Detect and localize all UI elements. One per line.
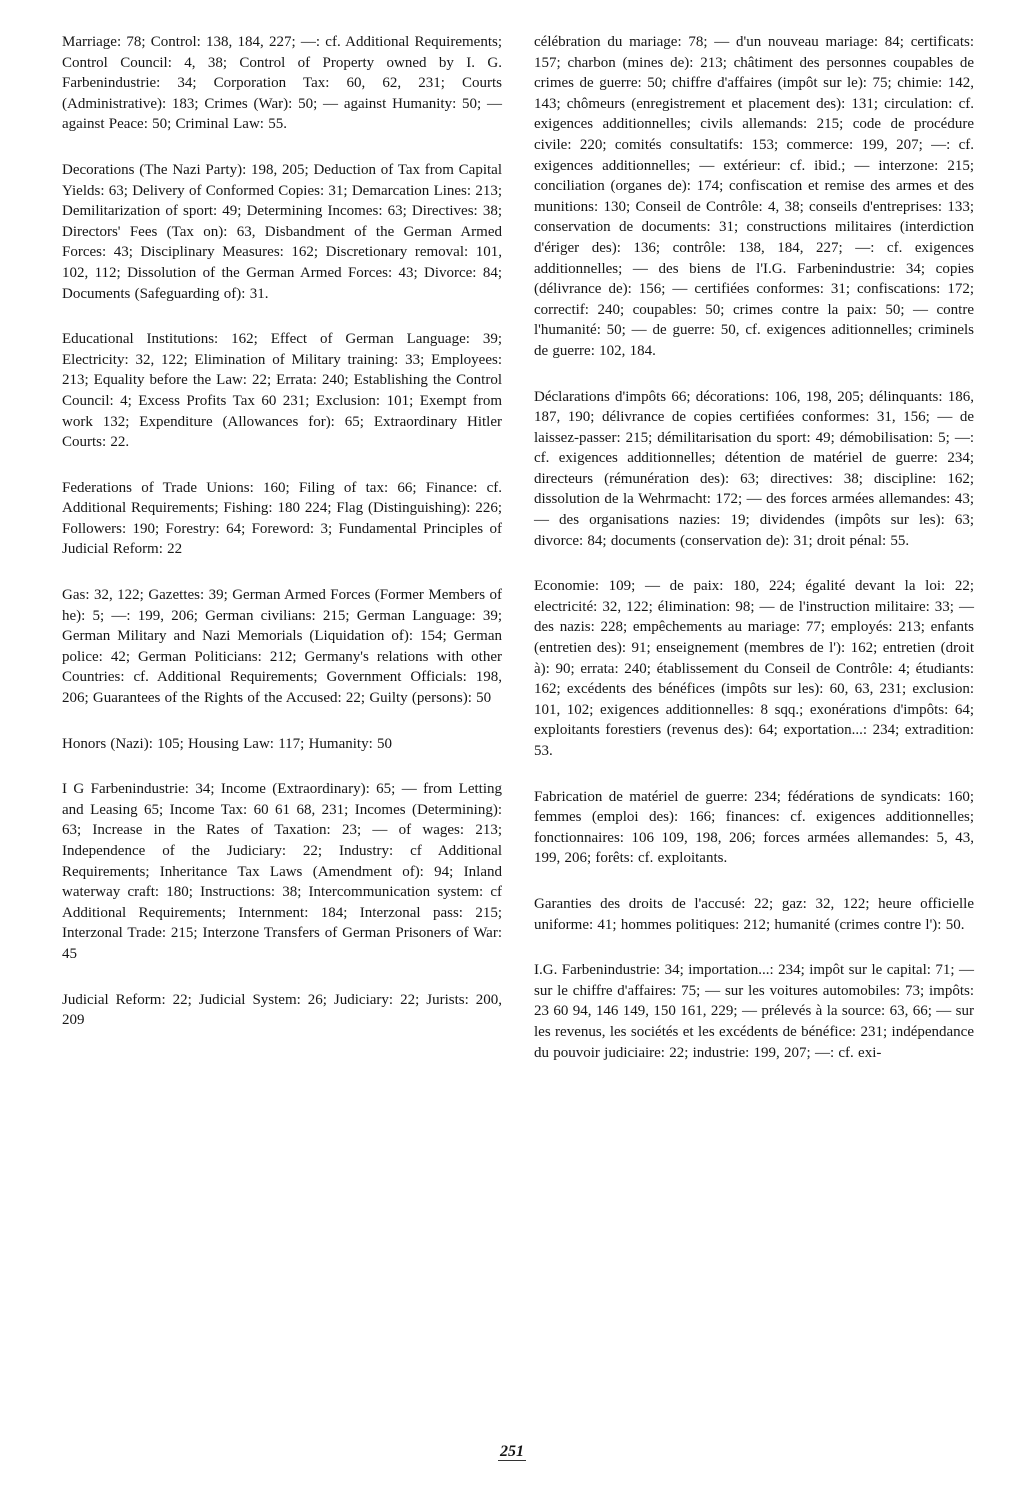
page-number [0, 1443, 1024, 1461]
index-entry-m-c: Marriage: 78; Control: 138, 184, 227; —: cf. Additional Requirements; Control Council: 4, 38; Control of Property owned by I. G. Farbenindustrie: 34; Corporation Tax: 60, 62, 231; Courts (Administrative): 183; Crimes (War): 50; — against Humanity: 50; — against Peace: 50; Criminal Law: 55. [62, 34, 502, 133]
page-number-text: 251 [500, 1443, 524, 1460]
index-entry-e: Educational Institutions: 162; Effect of German Language: 39; Electricity: 32, 122; Elimination of Military training: 33; Employees: 213; Equality before the Law: 22; Errata: 240; Establishing the Control Council: 4; Excess Profits Tax 60 231; Exclusion: 101; Exempt from work 132; Expenditure (Allowances for): 65; Extraordinary Hitler Courts: 22. [62, 331, 502, 451]
index-entry-g-fr: Garanties des droits de l'accusé: 22; gaz: 32, 122; heure officielle uniforme: 41; hommes politiques: 212; humanité (crimes contre l'): 50. [534, 895, 974, 933]
index-entry-e-fr: Economie: 109; — de paix: 180, 224; égalité devant la loi: 22; electricité: 32, 122; élimination: 98; — de l'instruction militaire: 33; — des nazis: 228; empêchements au mariage: 77; employés: 213; enfants (entretien des): 91; enseignement (membres de l'): 162; entretien (droit à): 90; errata: 240; établissement du Conseil de Contrôle: 4; étudiants: 162; excédents des bénéfices (impôts sur les): 60, 63, 231; exclusion: 101, 102; exigences additionnelles: 8 sqq.; exonérations d'impôts: 64; exploitants forestiers (revenus des): 64; exportation...: 234; extradition: 53. [534, 578, 974, 759]
index-entry-g: Gas: 32, 122; Gazettes: 39; German Armed Forces (Former Members of he): 5; —: 199, 206; German civilians: 215; German Language: 39; German Military and Nazi Memorials (Liquidation of): 154; German police: 42; German Politicians: 212; Germany's relations with other Countries: cf. Additional Requirements; Government Officials: 198, 206; Guarantees of the Rights of the Accused: 22; Guilty (persons): 50 [62, 587, 502, 707]
index-entry-c-fr: célébration du mariage: 78; — d'un nouveau mariage: 84; certificats: 157; charbon (mines de): 213; châtiment des personnes coupables de crimes de guerre: 50; chiffre d'affaires (impôt sur le): 75; chimie: 142, 143; chômeurs (enregistrement et placement des): 131; circulation: cf. exigences additionnelles; civils allemands: 215; code de procédure civile: 220; comités consultatifs: 153; commerce: 199, 207; —: cf. exigences additionnelles; — extérieur: cf. ibid.; — interzone: 215; conciliation (organes de): 174; confiscation et remise des armes et des munitions: 130; Conseil de Contrôle: 4, 38; conseils d'entreprises: 133; conservation de documents: 31; constructions militaires (interdiction d'ériger des): 136; contrôle: 138, 184, 227; —: cf. exigences additionnelles; — des biens de l'I.G. Farbenindustrie: 34; copies (délivrance de): 156; — certifiées conformes: 31; confiscations: 172; correctif: 240; coupables: 50; crimes contre la paix: 50; — contre l'humanité: 50; — de guerre: 50, cf. exigences aditionnelles; criminels de guerre: 102, 184. [534, 34, 974, 359]
index-entry-f: Federations of Trade Unions: 160; Filing of tax: 66; Finance: cf. Additional Requirements; Fishing: 180 224; Flag (Distinguishing): 226; Followers: 190; Forestry: 64; Foreword: 3; Fundamental Principles of Judicial Reform: 22 [62, 479, 502, 558]
index-entry-f-fr: Fabrication de matériel de guerre: 234; fédérations de syndicats: 160; femmes (emploi des): 166; finances: cf. exigences additionnelles; fonctionnaires: 106 109, 198, 206; forces armées allemandes: 5, 43, 199, 206; forêts: cf. exploitants. [534, 788, 974, 867]
index-entry-d: Decorations (The Nazi Party): 198, 205; Deduction of Tax from Capital Yields: 63; Delivery of Conformed Copies: 31; Demarcation Lines: 213; Demilitarization of sport: 49; Determining Incomes: 63; Directives: 38; Directors' Fees (Tax on): 63, Disbandment of the German Armed Forces: 43; Disciplinary Measures: 162; Discretionary removal: 101, 102, 112; Dissolution of the German Armed Forces: 43; Divorce: 84; Documents (Safeguarding of): 31. [62, 161, 502, 302]
index-entry-h: Honors (Nazi): 105; Housing Law: 117; Humanity: 50 [62, 735, 392, 752]
left-column [62, 32, 502, 1056]
index-entry-i-fr: I.G. Farbenindustrie: 34; importation...: 234; impôt sur le capital: 71; — sur le chiffre d'affaires: 75; — sur les voitures automobiles: 73; impôts: 23 60 94, 146 149, 150 161, 229; — prélevés à la source: 63, 66; — sur les revenus, les sociétés et les excédents de bénéfice: 231; indépendance du pouvoir judiciaire: 22; industrie: 199, 207; —: cf. exi- [534, 962, 974, 1061]
index-entry-d-fr: Déclarations d'impôts 66; décorations: 106, 198, 205; délinquants: 186, 187, 190; délivrance de copies certifiées conformes: 31, 156; — de laissez-passer: 215; démilitarisation du sport: 49; démobilisation: 5; —: cf. exigences additionnelles; détention de matériel de guerre: 234; directeurs (rémunération des): 63; directives: 38; discipline: 162; dissolution de la Wehrmacht: 172; — des forces armées allemandes: 43; — des organisations nazies: 19; dividendes (impôts sur les): 63; divorce: 84; documents (conservation de): 31; droit pénal: 55. [534, 388, 974, 549]
index-entry-i: I G Farbenindustrie: 34; Income (Extraordinary): 65; — from Letting and Leasing 65; Income Tax: 60 61 68, 231; Incomes (Determining): 63; Increase in the Rates of Taxation: 23; — of wages: 213; Independence of the Judiciary: 22; Industry: cf Additional Requirements; Inheritance Tax Laws (Amendment of): 94; Inland waterway craft: 180; Instructions: 38; Intercommunication system: cf Additional Requirements; Internment: 184; Interzonal pass: 215; Interzonal Trade: 215; Interzone Transfers of German Prisoners of War: 45 [62, 781, 502, 962]
right-column [534, 32, 974, 1088]
index-entry-j: Judicial Reform: 22; Judicial System: 26; Judiciary: 22; Jurists: 200, 209 [62, 991, 502, 1029]
